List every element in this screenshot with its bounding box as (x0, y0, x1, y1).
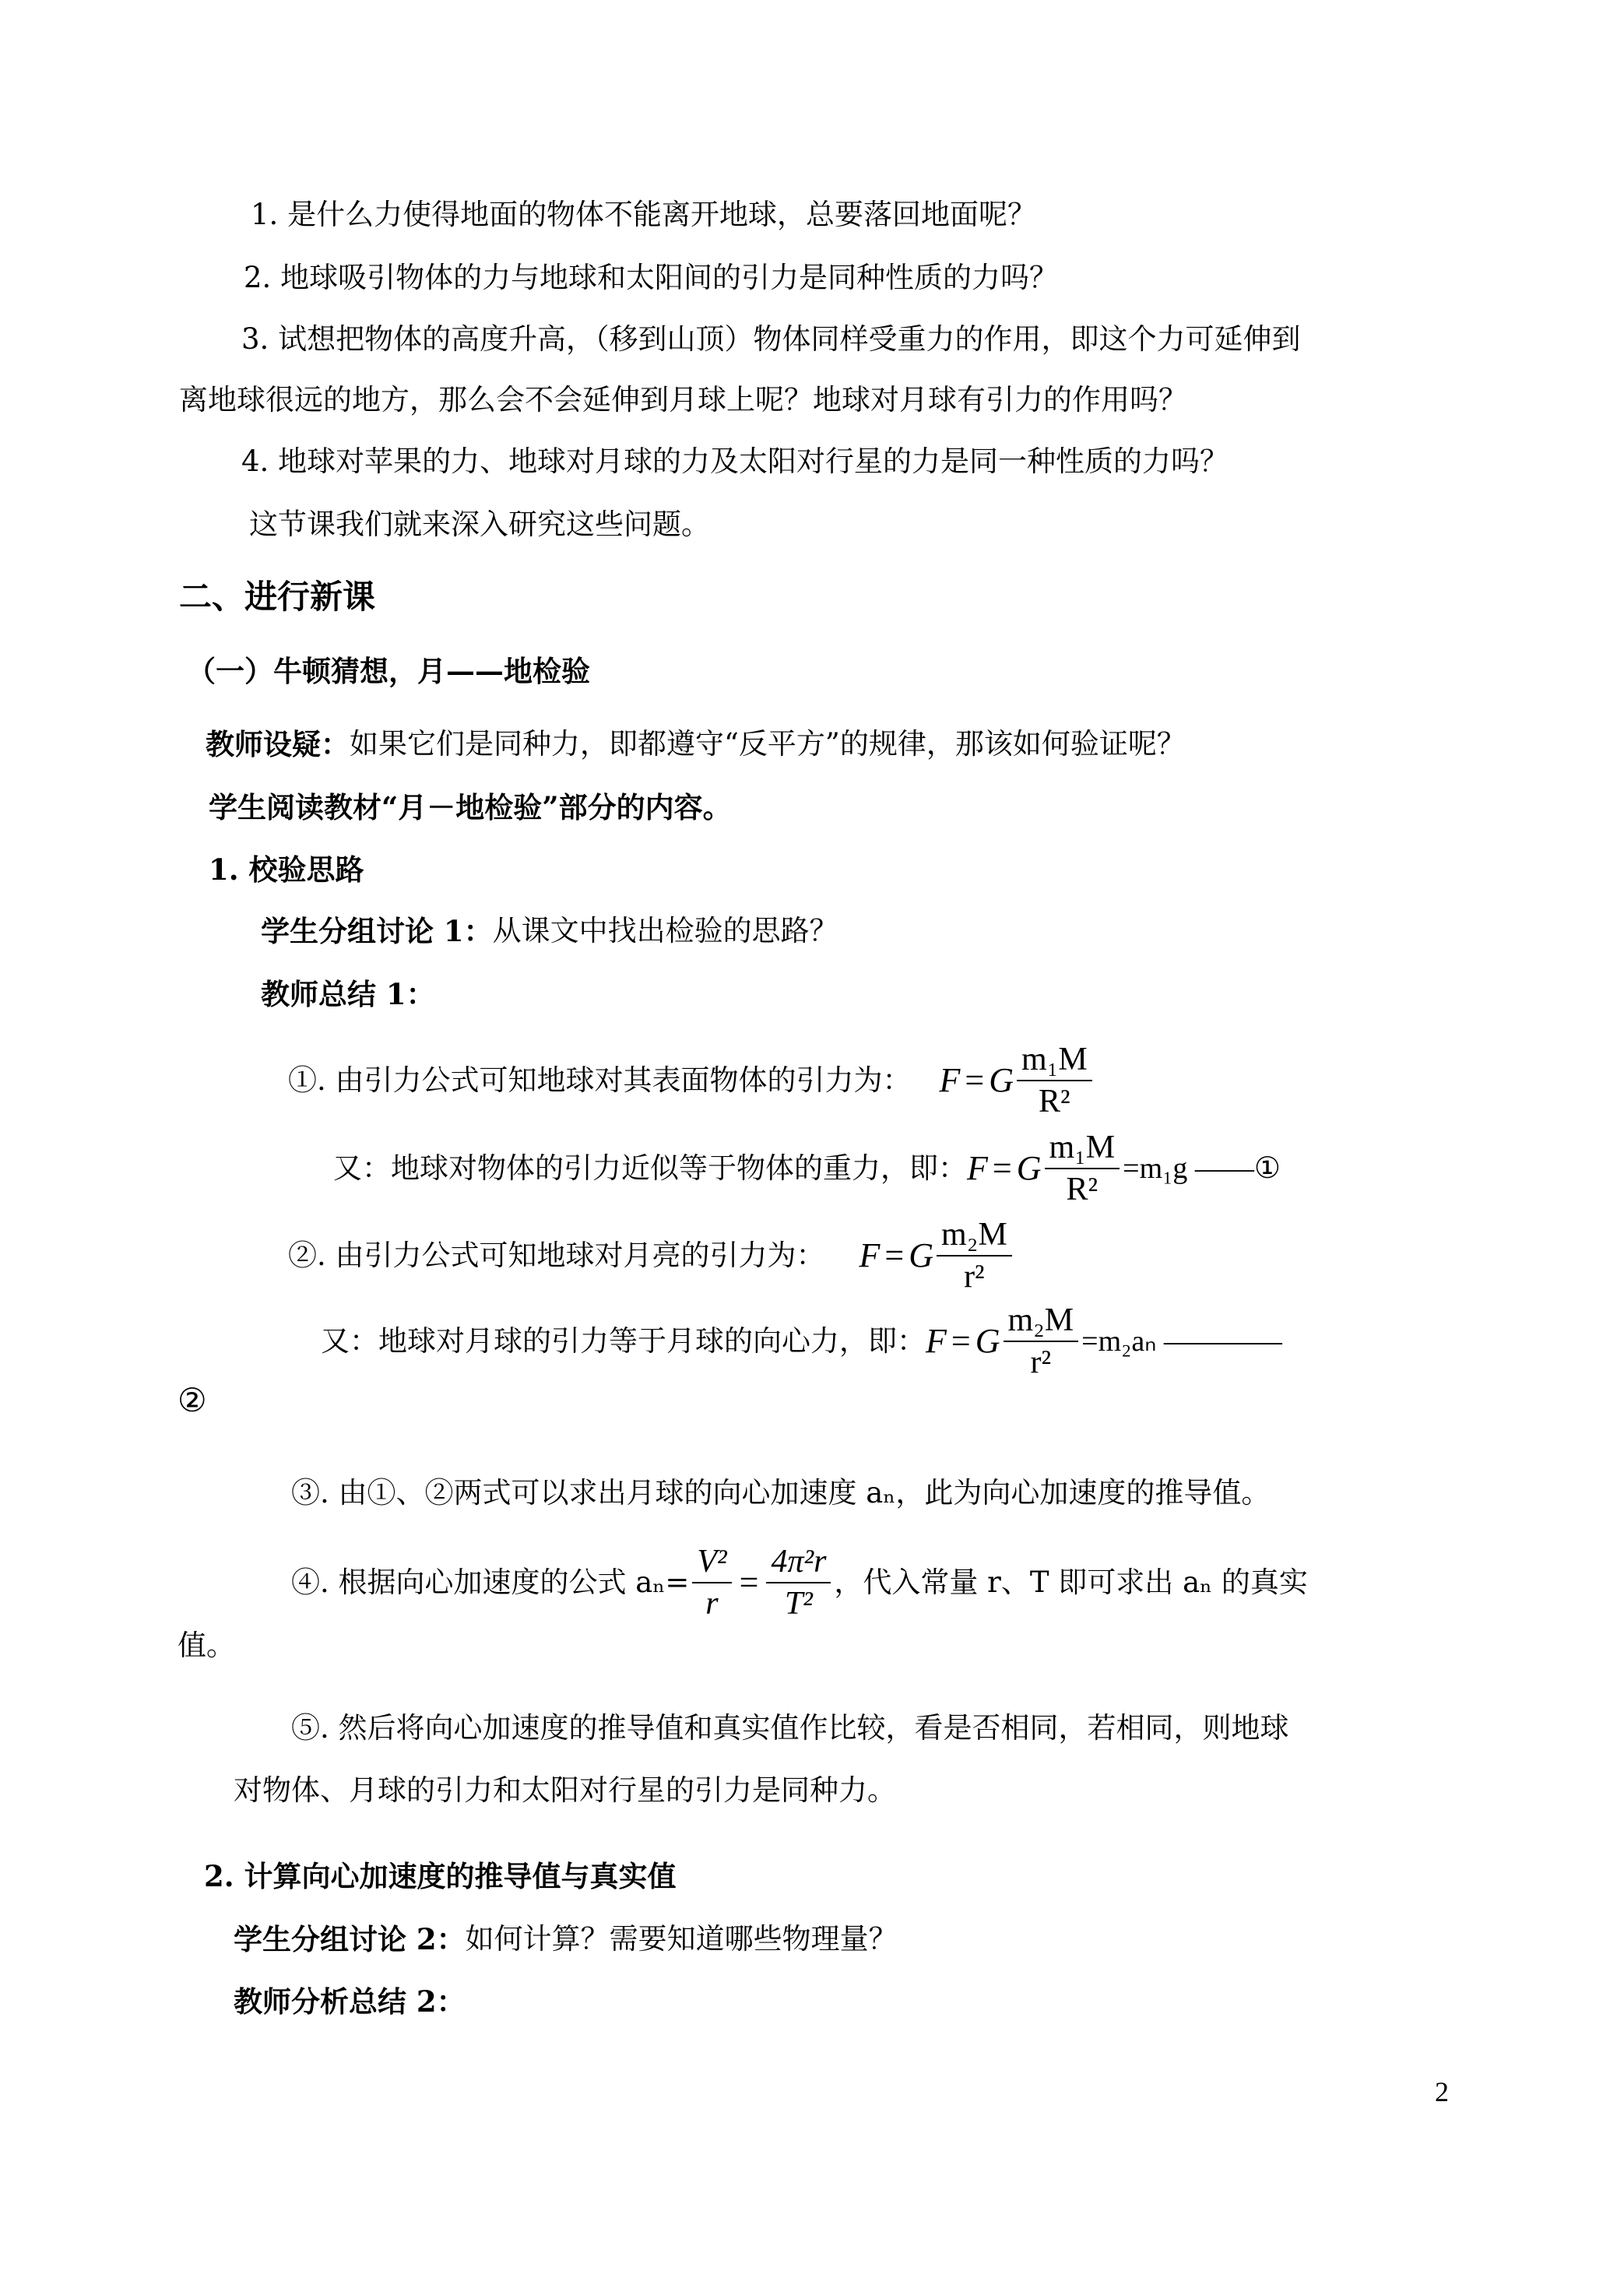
formula-4-wrap: ② (178, 1383, 207, 1419)
formula-6-fraction-a (692, 1545, 731, 1621)
teacher-question-text: 如果它们是同种力，即都遵守“反平方”的规律，那该如何验证呢？ (350, 727, 1186, 761)
formula-3-denominator: r² (964, 1259, 985, 1295)
discussion-1-text: 从课文中找出检验的思路？ (492, 914, 838, 947)
teacher-question (206, 726, 1186, 763)
formula-6-num-a: V² (692, 1545, 731, 1583)
formula-1-fraction (1017, 1042, 1092, 1119)
step-5-line-1: ⑤. 然后将向心加速度的推导值和真实值作比较，看是否相同，若相同，则地球 (291, 1711, 1289, 1745)
formula-row-1 (288, 1038, 1095, 1123)
formula-1-eq: = (965, 1061, 985, 1099)
formula-6-eq: = (739, 1563, 759, 1601)
formula-row-3 (288, 1213, 1015, 1299)
subsection-heading-1: （一）牛顿猜想，月——地检验 (187, 654, 590, 688)
formula-row-4 (321, 1299, 1282, 1384)
formula-6-fraction-b (766, 1545, 831, 1621)
question-4: 4. 地球对苹果的力、地球对月球的力及太阳对行星的力是同一种性质的力吗？ (241, 445, 1229, 478)
step-3-text: ③. 由①、②两式可以求出月球的向心加速度 aₙ，此为向心加速度的推导值。 (291, 1476, 1271, 1509)
discussion-1-label: 学生分组讨论 1： (261, 914, 493, 948)
formula-3-text: ②. 由引力公式可知地球对月亮的引力为： (288, 1239, 825, 1272)
formula-6-num-b: 4π²r (766, 1545, 831, 1583)
formula-3-F: F (859, 1236, 881, 1274)
summary-1-label: 教师总结 1： (261, 977, 435, 1011)
formula-6-text: ④. 根据向心加速度的公式 aₙ= (291, 1566, 690, 1599)
formula-4-tail: =m₂aₙ ———— (1081, 1325, 1282, 1358)
item-2-heading: 2. 计算向心加速度的推导值与真实值 (204, 1859, 677, 1893)
formula-4-numerator: m₂M (1004, 1303, 1079, 1342)
formula-2-eq: = (992, 1149, 1012, 1187)
discussion-2-text: 如何计算？需要知道哪些物理量？ (465, 1922, 898, 1956)
formula-4-text: 又：地球对月球的引力等于月球的向心力，即： (321, 1324, 926, 1358)
student-reading (209, 789, 732, 826)
question-3-line-2: 离地球很远的地方，那么会不会延伸到月球上呢？地球对月球有引力的作用吗？ (179, 383, 1187, 416)
section-heading-2: 二、进行新课 (179, 578, 376, 616)
formula-6-den-a: r (705, 1586, 719, 1622)
formula-6-wrap: 值。 (178, 1629, 235, 1662)
formula-row-2 (333, 1126, 1281, 1211)
formula-3-eq: = (884, 1236, 905, 1274)
question-3-line-1: 3. 试想把物体的高度升高，（移到山顶）物体同样受重力的作用，即这个力可延伸到 (241, 322, 1301, 356)
student-reading-text: 学生阅读教材“月－地检验”部分的内容。 (209, 790, 732, 824)
discussion-2 (234, 1921, 898, 1958)
step-5-line-2: 对物体、月球的引力和太阳对行星的引力是同种力。 (234, 1773, 896, 1807)
formula-row-6 (291, 1540, 1308, 1625)
formula-3-numerator: m₂M (937, 1218, 1012, 1256)
page-number: 2 (1435, 2076, 1449, 2107)
formula-2-numerator: m₁M (1045, 1130, 1120, 1169)
discussion-2-label: 学生分组讨论 2： (234, 1922, 466, 1956)
formula-1-numerator: m₁M (1017, 1042, 1092, 1081)
question-1: 1. 是什么力使得地面的物体不能离开地球，总要落回地面呢？ (251, 198, 1037, 231)
formula-1-text: ①. 由引力公式可知地球对其表面物体的引力为： (288, 1063, 912, 1097)
formula-2-text: 又：地球对物体的引力近似等于物体的重力，即： (333, 1151, 967, 1185)
intro-sentence: 这节课我们就来深入研究这些问题。 (249, 508, 710, 541)
formula-4-fraction (1004, 1303, 1079, 1379)
formula-2-F: F (967, 1149, 988, 1187)
formula-4-denominator: r² (1030, 1344, 1052, 1380)
discussion-1 (261, 912, 838, 950)
teacher-question-label: 教师设疑： (206, 727, 350, 761)
formula-3-fraction (937, 1218, 1012, 1294)
formula-4-eq: = (951, 1322, 971, 1360)
formula-2-tail: =m₁g ——① (1123, 1152, 1281, 1185)
formula-1-G: G (989, 1061, 1014, 1099)
item-1-heading: 1. 校验思路 (209, 852, 364, 887)
formula-6-tail: ，代入常量 r、T 即可求出 aₙ 的真实 (834, 1566, 1308, 1599)
formula-2-denominator: R² (1066, 1172, 1098, 1207)
formula-4-G: G (975, 1322, 1000, 1360)
formula-2-fraction (1045, 1130, 1120, 1207)
formula-1-F: F (939, 1061, 961, 1099)
summary-2-label: 教师分析总结 2： (234, 1984, 466, 2019)
question-2: 2. 地球吸引物体的力与地球和太阳间的引力是同种性质的力吗？ (244, 261, 1059, 294)
formula-4-F: F (926, 1322, 947, 1360)
formula-6-den-b: T² (784, 1586, 813, 1622)
formula-3-G: G (909, 1236, 934, 1274)
formula-2-G: G (1016, 1149, 1042, 1187)
formula-1-denominator: R² (1039, 1084, 1070, 1119)
